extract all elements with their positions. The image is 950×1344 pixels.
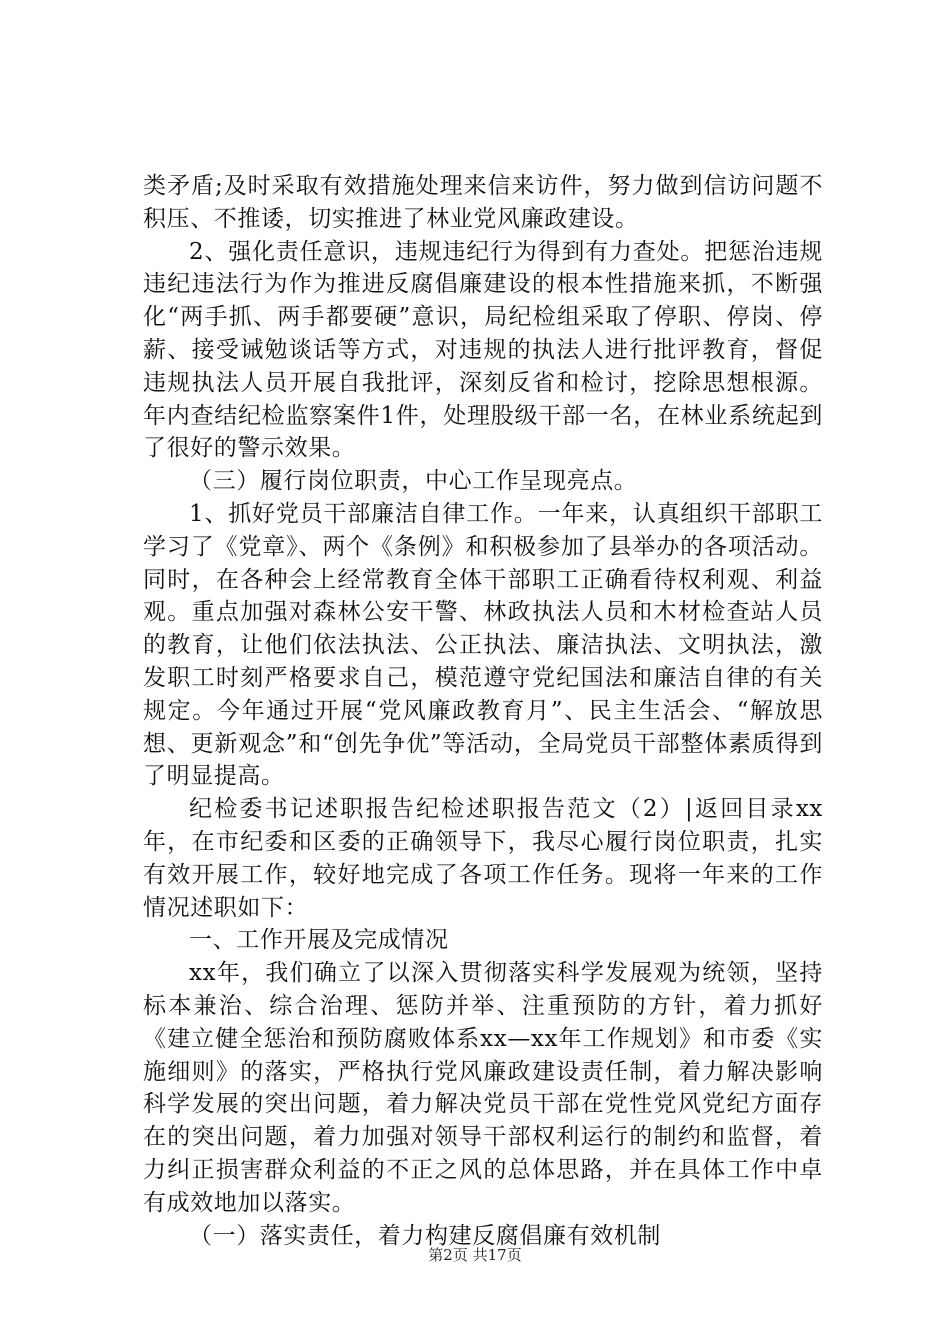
paragraph-continuation: 类矛盾;及时采取有效措施处理来信来访件，努力做到信访问题不积压、不推诿，切实推进了林业党风廉政建设。 <box>143 173 823 232</box>
paragraph-item-2: 2、强化责任意识，违规违纪行为得到有力查处。把惩治违规违纪违法行为作为推进反腐倡廉建设的根本性措施来抓，不断强化“两手抓、两手都要硬”意识，局纪检组采取了停职、停岗、停薪、接受诫勉谈话等方式，对违规的执法人进行批评教育，督促违规执法人员开展自我批评，深刻反省和检讨，挖除思想根源。年内查结纪检监察案件1件，处理股级干部一名，在林业系统起到了很好的警示效果。 <box>143 238 823 462</box>
document-body <box>143 170 823 1252</box>
paragraph-item-1: 1、抓好党员干部廉洁自律工作。一年来，认真组织干部职工学习了《党章》、两个《条例》和积极参加了县举办的各项活动。同时，在各种会上经常教育全体干部职工正确看待权利观、利益观。重点加强对森林公安干警、林政执法人员和木材检查站人员的教育，让他们依法执法、公正执法、廉洁执法、文明执法，激发职工时刻严格要求自己，模范遵守党纪国法和廉洁自律的有关规定。今年通过开展“党风廉政教育月”、民主生活会、“解放思想、更新观念”和“创先争优”等活动，全局党员干部整体素质得到了明显提高。 <box>143 500 823 790</box>
paragraph-overview: xx年，我们确立了以深入贯彻落实科学发展观为统领，坚持标本兼治、综合治理、惩防并举、注重预防的方针，着力抓好《建立健全惩治和预防腐败体系xx—xx年工作规划》和市委《实施细则》的落实，严格执行党风廉政建设责任制，着力解决影响科学发展的突出问题，着力解决党员干部在党性党风党纪方面存在的突出问题，着力加强对领导干部权利运行的制约和监督，着力纠正损害群众利益的不正之风的总体思路，并在具体工作中卓有成效地加以落实。 <box>143 960 823 1216</box>
page-number-footer: 第2页 共17页 <box>428 1246 522 1264</box>
paragraph-report-intro: 纪检委书记述职报告纪检述职报告范文（2）|返回目录xx年，在市纪委和区委的正确领导下，我尽心履行岗位职责，扎实有效开展工作，较好地完成了各项工作任务。现将一年来的工作情况述职如下： <box>143 796 823 921</box>
section-heading-1: 一、工作开展及完成情况 <box>189 927 449 954</box>
subsection-heading-1: （一）落实责任，着力构建反腐倡廉有效机制 <box>189 1222 661 1249</box>
section-heading-3: （三）履行岗位职责，中心工作呈现亮点。 <box>189 468 638 495</box>
